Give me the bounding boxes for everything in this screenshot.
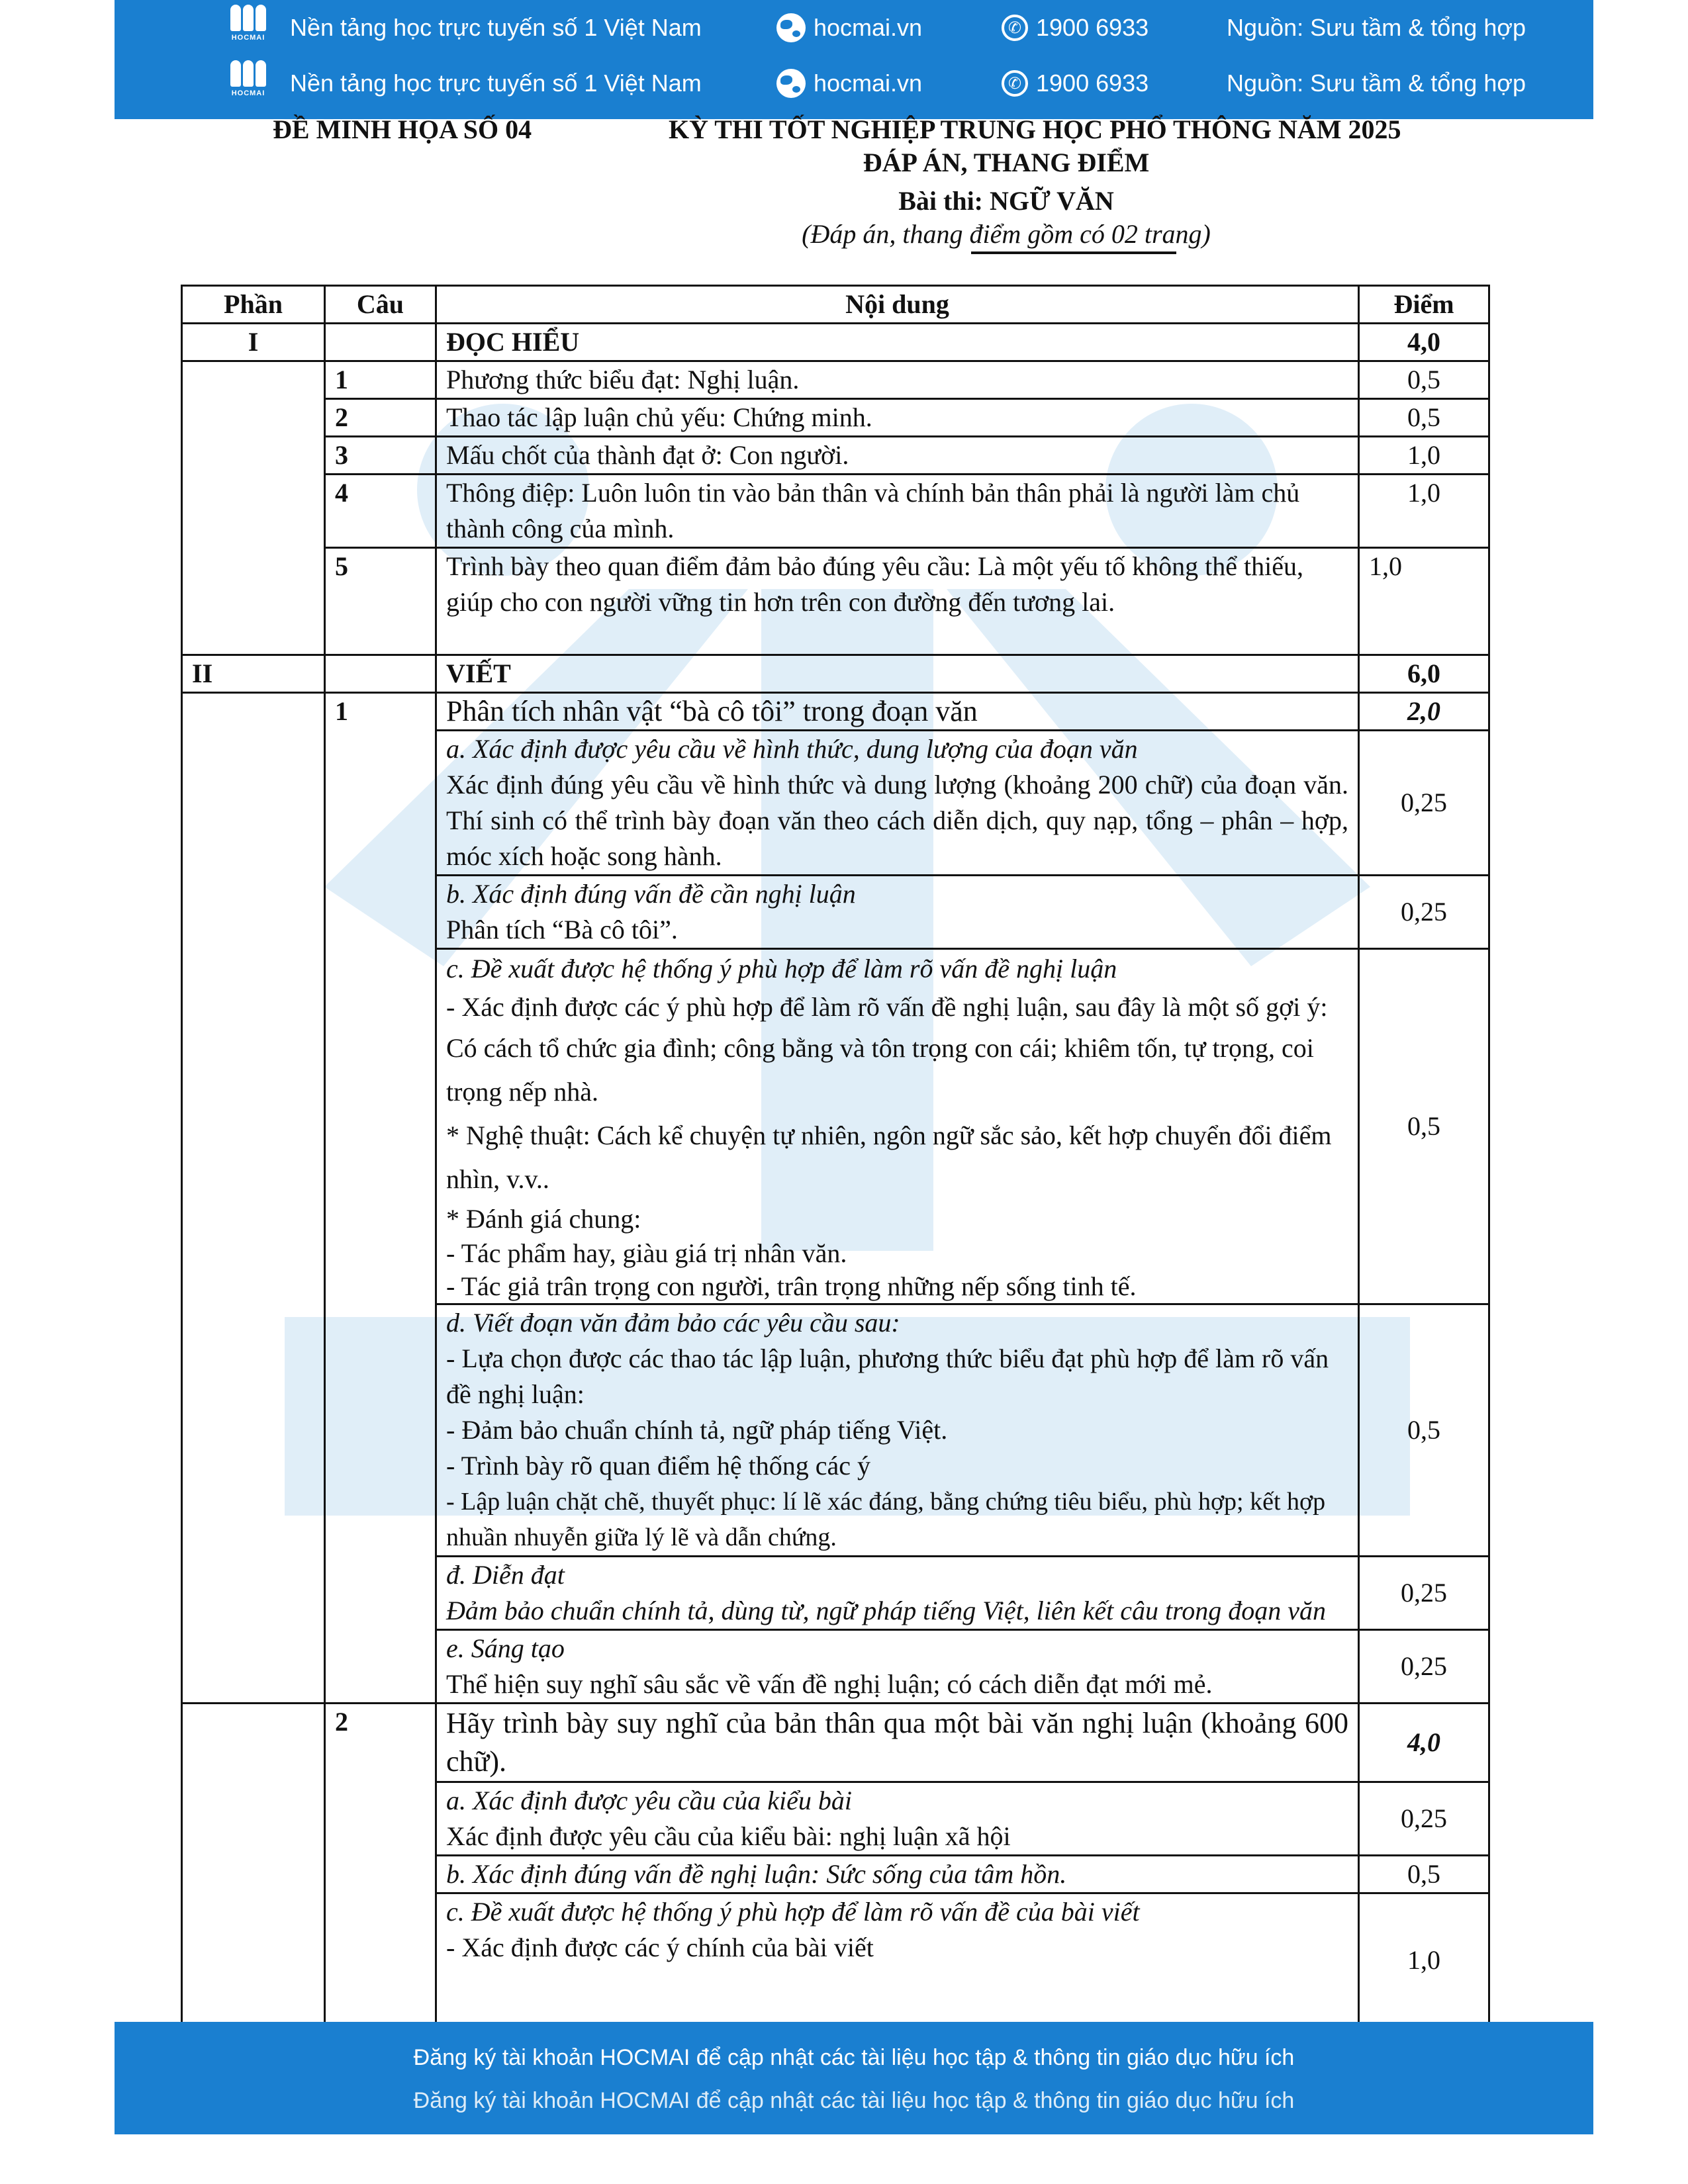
criteria-line: * Đánh giá chung: bbox=[446, 1204, 641, 1234]
phone-icon: ✆ bbox=[1002, 15, 1028, 41]
criteria-line: Phân tích “Bà cô tôi”. bbox=[446, 915, 678, 944]
answer-score: 1,0 bbox=[1359, 475, 1489, 548]
tagline-text: Nền tảng học trực tuyến số 1 Việt Nam bbox=[290, 14, 702, 41]
table-row bbox=[182, 361, 1489, 399]
logo-text: HOCMAI bbox=[231, 34, 265, 42]
criteria-line: - Tác phẩm hay, giàu giá trị nhân văn. bbox=[446, 1238, 847, 1268]
criteria-score: 1,0 bbox=[1359, 1893, 1489, 2028]
website-link[interactable]: hocmai.vn bbox=[814, 69, 923, 97]
underline-mark bbox=[971, 251, 1176, 254]
criteria-line: * Nghệ thuật: Cách kể chuyện tự nhiên, ngôn ngữ sắc sảo, kết hợp chuyển đổi điểm nhìn, v.v.. bbox=[446, 1120, 1332, 1194]
answer-text: Phương thức biểu đạt: Nghị luận. bbox=[436, 361, 1359, 399]
answer-score: 0,5 bbox=[1359, 399, 1489, 437]
criteria-line: - Xác định được các ý chính của bài viết bbox=[446, 1933, 874, 1962]
answer-text: Trình bày theo quan điểm đảm bảo đúng yêu cầu: Là một yếu tố không thể thiếu, giúp cho con người vững tin hơn trên con đường đến tương lai. bbox=[436, 548, 1359, 655]
source-text: Nguồn: Sưu tầm & tổng hợp bbox=[1227, 14, 1526, 41]
logo-text: HOCMAI bbox=[231, 89, 265, 97]
answer-text: Mấu chốt của thành đạt ở: Con người. bbox=[436, 437, 1359, 475]
q1-title: Phân tích nhân vật “bà cô tôi” trong đoạn văn bbox=[436, 693, 1359, 731]
footer-signup-text[interactable]: Đăng ký tài khoản HOCMAI để cập nhật các tài liệu học tập & thông tin giáo dục hữu ích bbox=[413, 2088, 1295, 2113]
tagline-text: Nền tảng học trực tuyến số 1 Việt Nam bbox=[290, 69, 702, 97]
criteria-line: - Lập luận chặt chẽ, thuyết phục: lí lẽ xác đáng, bằng chứng tiêu biểu, phù hợp; kết hợp nhuần nhuyễn giữa lý lẽ và dẫn chứng. bbox=[446, 1488, 1326, 1551]
criteria-heading: b. Xác định đúng vấn đề nghị luận: Sức sống của tâm hồn. bbox=[436, 1856, 1359, 1893]
question-number: 2 bbox=[325, 399, 436, 437]
criteria-heading: c. Đề xuất được hệ thống ý phù hợp để làm rõ vấn đề nghị luận bbox=[446, 954, 1117, 983]
part1-score: 4,0 bbox=[1359, 324, 1489, 361]
criteria-score: 0,5 bbox=[1359, 1856, 1489, 1893]
globe-icon bbox=[776, 69, 806, 98]
criteria-heading: đ. Diễn đạt bbox=[446, 1560, 565, 1590]
criteria-line: - Lựa chọn được các thao tác lập luận, phương thức biểu đạt phù hợp để làm rõ vấn đề nghị luận: bbox=[446, 1343, 1329, 1409]
answer-text: Thông điệp: Luôn luôn tin vào bản thân và chính bản thân phải là người làm chủ thành công của mình. bbox=[436, 475, 1359, 548]
source-note bbox=[1227, 14, 1526, 42]
question-number: 4 bbox=[325, 475, 436, 548]
criteria-line: Thể hiện suy nghĩ sâu sắc về vấn đề nghị luận; có cách diễn đạt mới mẻ. bbox=[446, 1669, 1213, 1699]
question-number: 2 bbox=[325, 1704, 436, 2028]
source-text: Nguồn: Sưu tầm & tổng hợp bbox=[1227, 69, 1526, 97]
criteria-heading: b. Xác định đúng vấn đề cần nghị luận bbox=[446, 879, 856, 909]
answer-score: 0,5 bbox=[1359, 361, 1489, 399]
hocmai-logo bbox=[227, 60, 269, 107]
part1-label: I bbox=[182, 324, 325, 361]
criteria-score: 0,25 bbox=[1359, 876, 1489, 949]
answer-text: Thao tác lập luận chủ yếu: Chứng minh. bbox=[436, 399, 1359, 437]
criteria-score: 0,5 bbox=[1359, 949, 1489, 1304]
header-cau: Câu bbox=[325, 286, 436, 324]
criteria-cell bbox=[436, 1782, 1359, 1856]
criteria-score: 0,5 bbox=[1359, 1304, 1489, 1557]
criteria-cell bbox=[436, 949, 1359, 1304]
empty-cell bbox=[325, 655, 436, 693]
criteria-score: 0,25 bbox=[1359, 731, 1489, 876]
subject-title: Bài thi: NGỮ VĂN bbox=[898, 186, 1114, 216]
part2-spacer bbox=[182, 1704, 325, 2028]
empty-cell bbox=[325, 324, 436, 361]
criteria-heading: a. Xác định được yêu cầu về hình thức, dung lượng của đoạn văn bbox=[446, 734, 1138, 764]
criteria-cell bbox=[436, 1304, 1359, 1557]
source-note bbox=[1227, 69, 1526, 97]
criteria-heading: d. Viết đoạn văn đảm bảo các yêu cầu sau: bbox=[446, 1308, 900, 1338]
answer-score: 1,0 bbox=[1359, 437, 1489, 475]
phone-number[interactable]: 1900 6933 bbox=[1036, 69, 1149, 97]
table-row bbox=[182, 475, 1489, 548]
exam-title: KỲ THI TỐT NGHIỆP TRUNG HỌC PHỔ THÔNG NĂM 2025 bbox=[669, 114, 1401, 144]
criteria-cell bbox=[436, 1557, 1359, 1630]
hocmai-logo bbox=[227, 5, 269, 51]
phone-item[interactable] bbox=[1002, 14, 1149, 42]
criteria-line: Đảm bảo chuẩn chính tả, dùng từ, ngữ pháp tiếng Việt, liên kết câu trong đoạn văn bbox=[446, 1596, 1326, 1625]
criteria-cell bbox=[436, 876, 1359, 949]
criteria-line: - Đảm bảo chuẩn chính tả, ngữ pháp tiếng Việt. bbox=[446, 1415, 948, 1445]
part2-title: VIẾT bbox=[436, 655, 1359, 693]
footer-signup-text[interactable]: Đăng ký tài khoản HOCMAI để cập nhật các tài liệu học tập & thông tin giáo dục hữu ích bbox=[413, 2045, 1295, 2070]
q2-title-row bbox=[182, 1704, 1489, 1782]
answer-key-title: ĐÁP ÁN, THANG ĐIỂM bbox=[863, 148, 1150, 177]
criteria-score: 0,25 bbox=[1359, 1630, 1489, 1704]
website-link[interactable]: hocmai.vn bbox=[814, 14, 923, 41]
criteria-line: - Trình bày rõ quan điểm hệ thống các ý bbox=[446, 1451, 870, 1480]
question-number: 1 bbox=[325, 361, 436, 399]
part1-row bbox=[182, 324, 1489, 361]
phone-item[interactable] bbox=[1002, 69, 1149, 97]
criteria-heading: c. Đề xuất được hệ thống ý phù hợp để làm rõ vấn đề của bài viết bbox=[446, 1897, 1140, 1927]
website-item[interactable] bbox=[776, 13, 922, 42]
answer-score: 1,0 bbox=[1359, 548, 1489, 655]
table-row bbox=[182, 437, 1489, 475]
q2-score: 4,0 bbox=[1359, 1704, 1489, 1782]
exam-code: ĐỀ MINH HỌA SỐ 04 bbox=[273, 114, 532, 144]
question-number: 5 bbox=[325, 548, 436, 655]
globe-icon bbox=[776, 13, 806, 42]
criteria-heading: a. Xác định được yêu cầu của kiểu bài bbox=[446, 1786, 852, 1815]
criteria-cell bbox=[436, 1630, 1359, 1704]
part2-spacer bbox=[182, 693, 325, 1704]
part1-title: ĐỌC HIỂU bbox=[436, 324, 1359, 361]
q1-score: 2,0 bbox=[1359, 693, 1489, 731]
page-note: (Đáp án, thang điểm gồm có 02 trang) bbox=[802, 219, 1211, 249]
q2-title: Hãy trình bày suy nghĩ của bản thân qua một bài văn nghị luận (khoảng 600 chữ). bbox=[436, 1704, 1359, 1782]
criteria-heading: e. Sáng tạo bbox=[446, 1633, 565, 1663]
criteria-cell bbox=[436, 1893, 1359, 2028]
phone-number[interactable]: 1900 6933 bbox=[1036, 14, 1149, 41]
answer-table bbox=[181, 285, 1490, 2028]
part2-label: II bbox=[182, 655, 325, 693]
header-banner bbox=[115, 0, 1593, 119]
header-phan: Phần bbox=[182, 286, 325, 324]
header-row bbox=[115, 56, 1593, 111]
part1-spacer bbox=[182, 361, 325, 655]
header-diem: Điểm bbox=[1359, 286, 1489, 324]
criteria-line: Xác định được yêu cầu của kiểu bài: nghị luận xã hội bbox=[446, 1821, 1011, 1851]
phone-icon: ✆ bbox=[1002, 70, 1028, 97]
q1-title-row bbox=[182, 693, 1489, 731]
tagline bbox=[290, 14, 702, 42]
criteria-cell bbox=[436, 731, 1359, 876]
criteria-line: Xác định đúng yêu cầu về hình thức và dung lượng (khoảng 200 chữ) của đoạn văn. Thí sinh có thể trình bày đoạn văn theo cách diễn dịch, quy nạp, tổng – phân – hợp, móc xích hoặc song hành. bbox=[446, 770, 1348, 871]
table-header-row bbox=[182, 286, 1489, 324]
table-row bbox=[182, 399, 1489, 437]
part2-score: 6,0 bbox=[1359, 655, 1489, 693]
website-item[interactable] bbox=[776, 69, 922, 98]
part2-row bbox=[182, 655, 1489, 693]
question-number: 1 bbox=[325, 693, 436, 1704]
footer-banner bbox=[115, 2022, 1593, 2134]
header-row bbox=[115, 0, 1593, 56]
criteria-score: 0,25 bbox=[1359, 1782, 1489, 1856]
criteria-line: - Tác giả trân trọng con người, trân trọng những nếp sống tinh tế. bbox=[446, 1271, 1137, 1301]
table-row bbox=[182, 548, 1489, 655]
header-noidung: Nội dung bbox=[436, 286, 1359, 324]
criteria-line: Có cách tổ chức gia đình; công bằng và tôn trọng con cái; khiêm tốn, tự trọng, coi trọng nếp nhà. bbox=[446, 1033, 1314, 1107]
question-number: 3 bbox=[325, 437, 436, 475]
criteria-score: 0,25 bbox=[1359, 1557, 1489, 1630]
tagline bbox=[290, 69, 702, 97]
criteria-line: - Xác định được các ý phù hợp để làm rõ vấn đề nghị luận, sau đây là một số gợi ý: bbox=[446, 992, 1328, 1022]
